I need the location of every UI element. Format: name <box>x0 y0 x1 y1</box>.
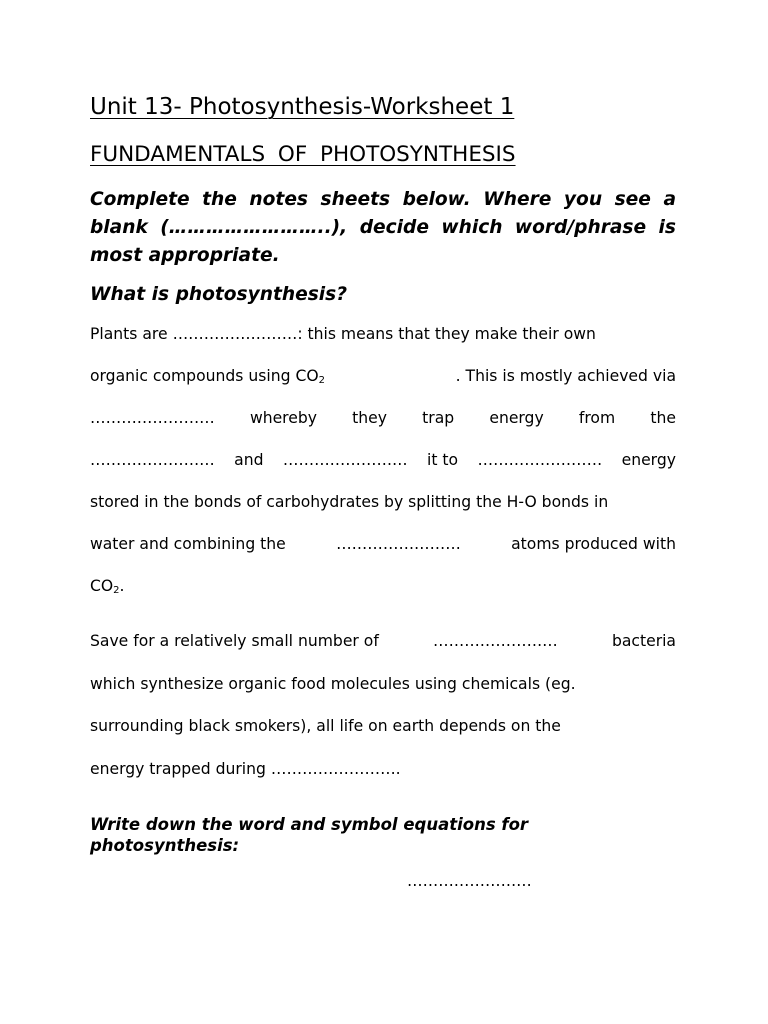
subscript: 2 <box>318 375 325 386</box>
paragraph-line <box>90 535 676 553</box>
text: . This is mostly achieved via <box>455 367 676 385</box>
text: : this means that they make their own <box>297 325 596 343</box>
fill-blank: …………………… <box>90 409 215 427</box>
text: surrounding black smokers), all life on earth depends on the <box>90 717 561 735</box>
text: stored in the bonds of carbohydrates by splitting the H-O bonds in <box>90 493 609 511</box>
text: from <box>578 409 616 427</box>
instructions-text: Complete the notes sheets below. Where you see a blank (……………………..), decide which word/phrase is most appropriate. <box>90 189 676 266</box>
fill-blank: …………………… <box>477 451 603 469</box>
paragraph-line <box>90 325 676 343</box>
paragraph-line <box>90 717 676 735</box>
text: $CO_2$. <box>90 577 125 596</box>
fill-blank: …………………… <box>433 632 558 650</box>
equation-prompt: Write down the word and symbol equations for photosynthesis: <box>90 815 529 855</box>
text: which synthesize organic food molecules using chemicals (eg. <box>90 675 576 693</box>
text: energy trapped during <box>90 760 266 778</box>
text: whereby <box>249 409 317 427</box>
text: water and combining the <box>90 535 286 553</box>
fill-blank: …………………… <box>172 325 298 343</box>
paragraph-line <box>90 451 676 469</box>
text: Plants are <box>90 325 168 343</box>
paragraph-line <box>90 409 676 427</box>
text: the <box>650 409 676 427</box>
text: . <box>395 760 401 778</box>
section-heading: FUNDAMENTALS OF PHOTOSYNTHESIS <box>90 142 516 167</box>
text: Save for a relatively small number of <box>90 632 379 650</box>
paragraph-line <box>90 367 676 385</box>
text: trap <box>422 409 455 427</box>
text-fragment <box>90 367 676 385</box>
text: atoms produced with <box>511 535 676 553</box>
text: energy <box>489 409 544 427</box>
paragraph-line <box>90 577 676 595</box>
text: they <box>352 409 387 427</box>
text: it to <box>427 451 459 469</box>
paragraph-line <box>90 760 676 778</box>
fill-blank: …………………… <box>270 760 396 778</box>
text: energy <box>621 451 676 469</box>
fill-blank: …………………… <box>90 451 215 469</box>
fill-blank: …………………… <box>282 451 408 469</box>
fill-blank: …………………… <box>407 872 532 890</box>
paragraph-line <box>90 632 676 650</box>
paragraph-line <box>90 493 676 511</box>
question-heading: What is photosynthesis? <box>90 284 348 305</box>
fill-blank: …………………… <box>336 535 461 553</box>
text-fragment <box>90 325 596 343</box>
text: bacteria <box>611 632 676 650</box>
text: organic compounds using $CO_2$ <box>90 367 325 386</box>
text: and <box>234 451 264 469</box>
page-title: Unit 13- Photosynthesis-Worksheet 1 <box>90 94 515 120</box>
subscript: 2 <box>113 585 120 596</box>
paragraph-line <box>90 675 676 693</box>
